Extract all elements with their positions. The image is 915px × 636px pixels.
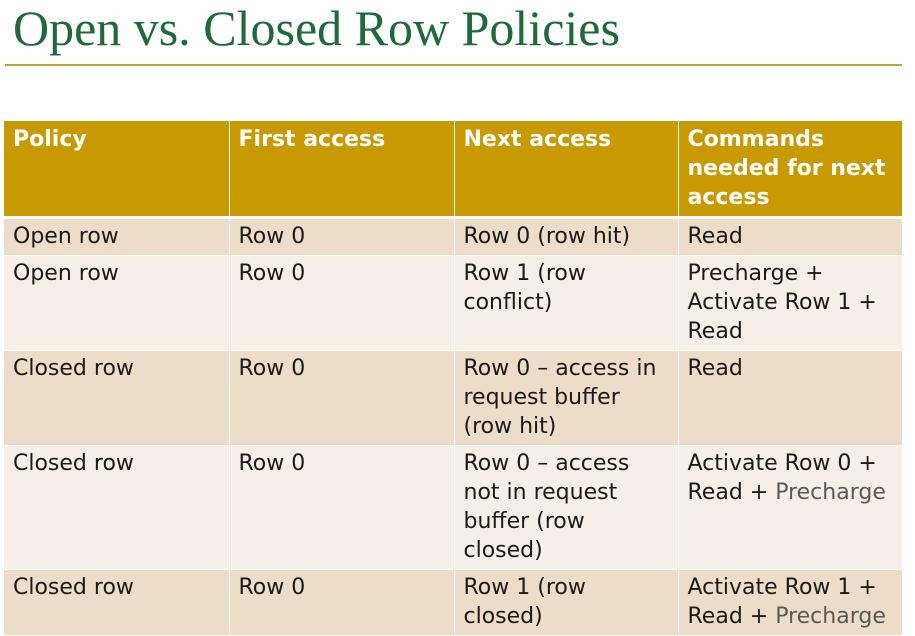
commands-muted-text: Precharge — [775, 480, 886, 505]
cell-policy: Open row — [4, 218, 229, 256]
cell-next-access: Row 1 (row conflict) — [454, 256, 678, 351]
cell-commands — [678, 446, 902, 570]
table-row — [4, 570, 902, 636]
title-divider — [5, 64, 902, 66]
cell-policy: Closed row — [4, 351, 229, 446]
table-row — [4, 218, 902, 256]
commands-text: Precharge + Activate Row 1 + Read — [687, 261, 877, 344]
cell-policy: Open row — [4, 256, 229, 351]
header-commands: Commands needed for next access — [678, 121, 902, 218]
header-first-access: First access — [229, 121, 454, 218]
table-header-row — [4, 121, 902, 218]
cell-next-access: Row 1 (row closed) — [454, 570, 678, 636]
cell-policy: Closed row — [4, 570, 229, 636]
commands-muted-text: Precharge — [775, 604, 886, 629]
header-policy: Policy — [4, 121, 229, 218]
cell-first-access: Row 0 — [229, 351, 454, 446]
commands-text: Read — [687, 224, 743, 249]
commands-text: Read — [687, 356, 743, 381]
cell-commands — [678, 256, 902, 351]
cell-commands — [678, 570, 902, 636]
slide-title: Open vs. Closed Row Policies — [13, 0, 620, 56]
commands-text: Activate Row 0 + Read + — [687, 451, 877, 505]
cell-first-access: Row 0 — [229, 218, 454, 256]
cell-policy: Closed row — [4, 446, 229, 570]
cell-first-access: Row 0 — [229, 446, 454, 570]
table-row — [4, 256, 902, 351]
cell-first-access: Row 0 — [229, 570, 454, 636]
cell-first-access: Row 0 — [229, 256, 454, 351]
cell-next-access: Row 0 – access not in request buffer (row closed) — [454, 446, 678, 570]
cell-next-access: Row 0 (row hit) — [454, 218, 678, 256]
commands-text: Activate Row 1 + Read + — [687, 575, 877, 629]
table-row — [4, 351, 902, 446]
row-policy-table — [4, 121, 903, 636]
cell-next-access: Row 0 – access in request buffer (row hit) — [454, 351, 678, 446]
cell-commands — [678, 218, 902, 256]
table-row — [4, 446, 902, 570]
header-next-access: Next access — [454, 121, 678, 218]
cell-commands — [678, 351, 902, 446]
